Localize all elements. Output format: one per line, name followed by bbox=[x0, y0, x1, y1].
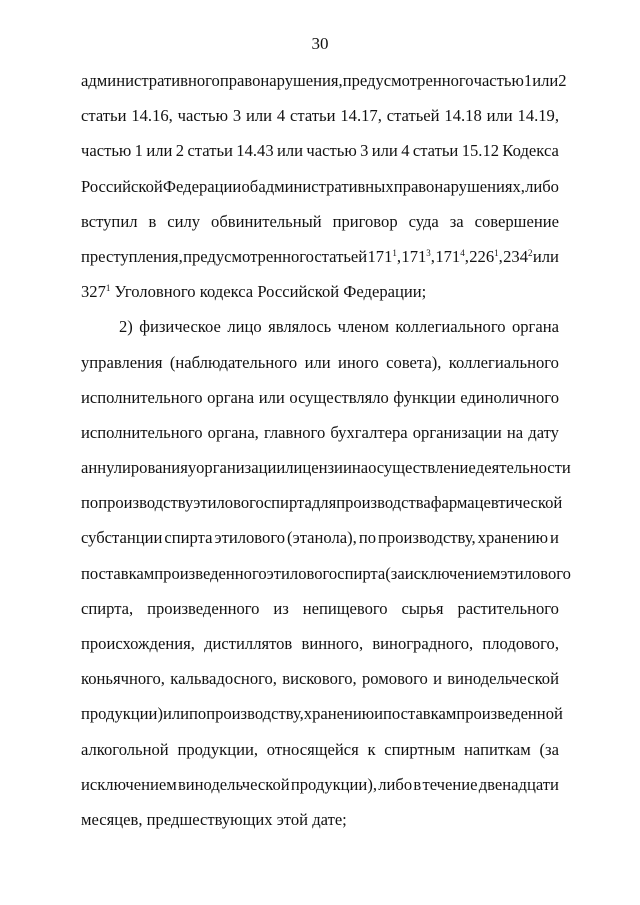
word: дате; bbox=[312, 809, 347, 829]
word: производству bbox=[98, 493, 194, 513]
word: 1 bbox=[134, 141, 143, 161]
word: по bbox=[358, 528, 377, 548]
word: административных bbox=[258, 176, 394, 196]
word: 14.43 bbox=[236, 141, 274, 161]
word: совершение bbox=[474, 211, 559, 231]
word: или bbox=[304, 352, 331, 372]
word: предусмотренного bbox=[183, 246, 314, 266]
word: винного, bbox=[301, 634, 364, 653]
word: в bbox=[413, 774, 422, 794]
word: 15.12 bbox=[461, 141, 500, 161]
text-line bbox=[81, 133, 559, 168]
word: осуществление bbox=[368, 458, 476, 478]
word: этой bbox=[276, 809, 309, 829]
word: кальвадосного, bbox=[170, 669, 277, 689]
word: субстанции bbox=[81, 528, 163, 548]
word: $327^1$ bbox=[81, 282, 111, 302]
text-line bbox=[81, 520, 559, 555]
word: предусмотренного bbox=[342, 71, 474, 90]
word: правонарушения, bbox=[219, 71, 343, 90]
word: частью bbox=[81, 141, 132, 161]
text-line bbox=[81, 591, 559, 626]
word: 3 bbox=[360, 141, 369, 161]
text-line bbox=[81, 696, 563, 731]
word: за bbox=[449, 211, 464, 231]
superscript: 1 bbox=[392, 247, 397, 258]
word: частью bbox=[473, 71, 524, 90]
text-line bbox=[81, 345, 559, 380]
word: или bbox=[258, 387, 285, 407]
word: $234^2$ bbox=[503, 246, 533, 266]
word: поставкам bbox=[81, 563, 155, 583]
word: произведенного bbox=[154, 563, 267, 583]
superscript: 1 bbox=[105, 283, 111, 294]
word: являлось bbox=[268, 317, 332, 337]
word: силу bbox=[167, 211, 201, 231]
word: $226^1$, bbox=[469, 246, 503, 266]
word: Федерации; bbox=[343, 282, 427, 302]
word: суда bbox=[408, 211, 439, 231]
text-line bbox=[81, 309, 559, 344]
text-line bbox=[81, 239, 559, 274]
word: или bbox=[277, 141, 304, 161]
word: течение bbox=[422, 774, 478, 794]
word: осуществляло bbox=[289, 387, 389, 407]
text-line bbox=[81, 485, 563, 520]
word: 1 bbox=[523, 71, 533, 90]
superscript: 1 bbox=[494, 247, 499, 258]
word: или bbox=[532, 71, 559, 90]
word: Федерации bbox=[162, 176, 242, 196]
word: и bbox=[374, 704, 384, 724]
word: исполнительного bbox=[81, 387, 203, 407]
word: статьей bbox=[314, 246, 368, 266]
word: 4 bbox=[401, 141, 410, 161]
word: продукции), bbox=[290, 774, 377, 794]
word: кодекса bbox=[199, 282, 254, 302]
word: физическое bbox=[139, 317, 221, 337]
paragraph-cont bbox=[81, 63, 567, 309]
word: 14.17, bbox=[340, 106, 382, 126]
word: органа, bbox=[207, 422, 259, 442]
word: вискового, bbox=[282, 669, 357, 689]
word: дистиллятов bbox=[204, 634, 293, 653]
word: на bbox=[506, 422, 524, 442]
word: двенадцати bbox=[478, 774, 559, 794]
word: (за bbox=[385, 563, 405, 583]
word: исключением bbox=[81, 774, 177, 794]
word: виноградного, bbox=[372, 634, 474, 653]
word: 14.19, bbox=[517, 106, 559, 126]
document-body bbox=[81, 63, 571, 837]
word: спирта bbox=[337, 563, 386, 583]
word: коллегиального bbox=[448, 352, 559, 372]
word: производству, bbox=[378, 528, 476, 548]
word: статьи bbox=[290, 106, 336, 126]
word: сырья bbox=[401, 598, 444, 618]
word: производству, bbox=[206, 704, 304, 724]
word: иного bbox=[338, 352, 379, 372]
word: лицензии bbox=[285, 458, 352, 478]
paragraph-item-2 bbox=[81, 309, 571, 837]
word: Российской bbox=[257, 282, 340, 302]
word: организации bbox=[196, 458, 286, 478]
word: винодельческой bbox=[177, 774, 290, 794]
word: об bbox=[241, 176, 259, 196]
word: правонарушениях, bbox=[393, 176, 525, 196]
word: спирта, bbox=[81, 598, 134, 618]
word: аннулирования bbox=[81, 458, 188, 478]
word: (за bbox=[539, 739, 559, 759]
word: относящейся bbox=[266, 739, 359, 759]
word: коллегиального bbox=[395, 317, 506, 337]
word: или bbox=[162, 704, 190, 724]
text-line bbox=[81, 380, 559, 415]
word: этилового bbox=[266, 563, 338, 583]
word: плодового, bbox=[482, 634, 559, 653]
text-line bbox=[81, 626, 559, 661]
word: поставкам bbox=[383, 704, 457, 724]
word: (наблюдательного bbox=[169, 352, 298, 372]
word: (этанола), bbox=[287, 528, 357, 548]
word: для bbox=[311, 493, 337, 513]
word: месяцев, bbox=[81, 809, 143, 829]
text-line bbox=[81, 556, 571, 591]
superscript: 3 bbox=[426, 247, 431, 258]
word: продукции) bbox=[81, 704, 163, 724]
text-line bbox=[81, 98, 559, 133]
word: бухгалтера bbox=[330, 422, 408, 442]
word: дату bbox=[528, 422, 559, 442]
word: произведенной bbox=[456, 704, 563, 724]
word: Кодекса bbox=[502, 141, 559, 161]
word: обвинительный bbox=[211, 211, 322, 231]
word: лицо bbox=[227, 317, 262, 337]
word: органа bbox=[511, 317, 559, 337]
word: членом bbox=[337, 317, 389, 337]
word: деятельности bbox=[475, 458, 571, 478]
word: производства bbox=[336, 493, 431, 513]
word: произведенного bbox=[147, 598, 260, 618]
word: частью bbox=[177, 106, 228, 126]
text-line bbox=[81, 204, 559, 239]
word: коньячного, bbox=[81, 669, 165, 689]
text-line bbox=[81, 415, 559, 450]
text-line bbox=[81, 274, 559, 309]
word: на bbox=[351, 458, 369, 478]
text-line bbox=[81, 661, 559, 696]
word: алкогольной bbox=[81, 739, 169, 759]
word: непищевого bbox=[302, 598, 388, 618]
word: главного bbox=[263, 422, 326, 442]
text-line bbox=[81, 169, 559, 204]
word: единоличного bbox=[460, 387, 559, 407]
word: статьи bbox=[412, 141, 459, 161]
word: функции bbox=[393, 387, 456, 407]
word: 4 bbox=[276, 106, 286, 126]
word: приговор bbox=[332, 211, 398, 231]
word: $171^4$, bbox=[435, 246, 469, 266]
text-line bbox=[81, 450, 571, 485]
word: по bbox=[189, 704, 207, 724]
word: статьи bbox=[81, 106, 127, 126]
word: статьи bbox=[187, 141, 233, 161]
superscript: 2 bbox=[528, 247, 533, 258]
word: в bbox=[148, 211, 157, 231]
word: винодельческой bbox=[447, 669, 559, 689]
word: $171^3$, bbox=[401, 246, 435, 266]
page-number: 30 bbox=[311, 34, 329, 53]
text-line bbox=[81, 63, 567, 98]
word: 14.16, bbox=[131, 106, 173, 126]
word: продукции, bbox=[177, 739, 259, 759]
word: исполнительного bbox=[81, 422, 203, 442]
word: хранению bbox=[303, 704, 375, 724]
word: по bbox=[81, 493, 99, 513]
word: ромового bbox=[362, 669, 428, 689]
word: управления bbox=[81, 352, 163, 372]
word: спирта bbox=[263, 493, 312, 513]
word: спирта bbox=[164, 528, 213, 548]
word: хранению bbox=[477, 528, 549, 548]
word: этилового bbox=[193, 493, 264, 513]
word: статьей bbox=[386, 106, 440, 126]
word: исключением bbox=[404, 563, 501, 583]
superscript: 4 bbox=[460, 247, 465, 258]
word: или bbox=[486, 106, 513, 126]
word: спиртным bbox=[384, 739, 456, 759]
word: совета), bbox=[386, 352, 442, 372]
word: 2 bbox=[175, 141, 185, 161]
text-line bbox=[81, 732, 559, 767]
word: 2 bbox=[558, 71, 567, 90]
word: у bbox=[187, 458, 197, 478]
word: 14.18 bbox=[444, 106, 482, 126]
word: $171^1$, bbox=[367, 246, 402, 266]
word: к bbox=[367, 739, 376, 759]
word: растительного bbox=[457, 598, 559, 618]
word: вступил bbox=[81, 211, 138, 231]
word: фармацевтической bbox=[430, 493, 563, 513]
word: происхождения, bbox=[81, 634, 195, 653]
word: частью bbox=[306, 141, 357, 161]
word: 3 bbox=[232, 106, 242, 126]
word: преступления, bbox=[81, 246, 183, 266]
word: административного bbox=[81, 71, 220, 90]
word: Уголовного bbox=[114, 282, 196, 302]
text-line bbox=[81, 802, 559, 837]
word: предшествующих bbox=[146, 809, 273, 829]
word: и bbox=[550, 528, 559, 548]
word: или bbox=[371, 141, 398, 161]
word: или bbox=[245, 106, 273, 126]
word: организации bbox=[412, 422, 502, 442]
word: напиткам bbox=[464, 739, 531, 759]
word: 2) bbox=[119, 317, 133, 337]
word: или bbox=[146, 141, 173, 161]
word: Российской bbox=[81, 176, 163, 196]
word: либо bbox=[378, 774, 413, 794]
word: или bbox=[532, 246, 559, 266]
word: и bbox=[433, 669, 442, 689]
text-line bbox=[81, 767, 559, 802]
word: органа bbox=[207, 387, 255, 407]
word: этилового bbox=[214, 528, 286, 548]
word: либо bbox=[525, 176, 559, 196]
word: из bbox=[273, 598, 289, 618]
word: этилового bbox=[500, 563, 571, 583]
